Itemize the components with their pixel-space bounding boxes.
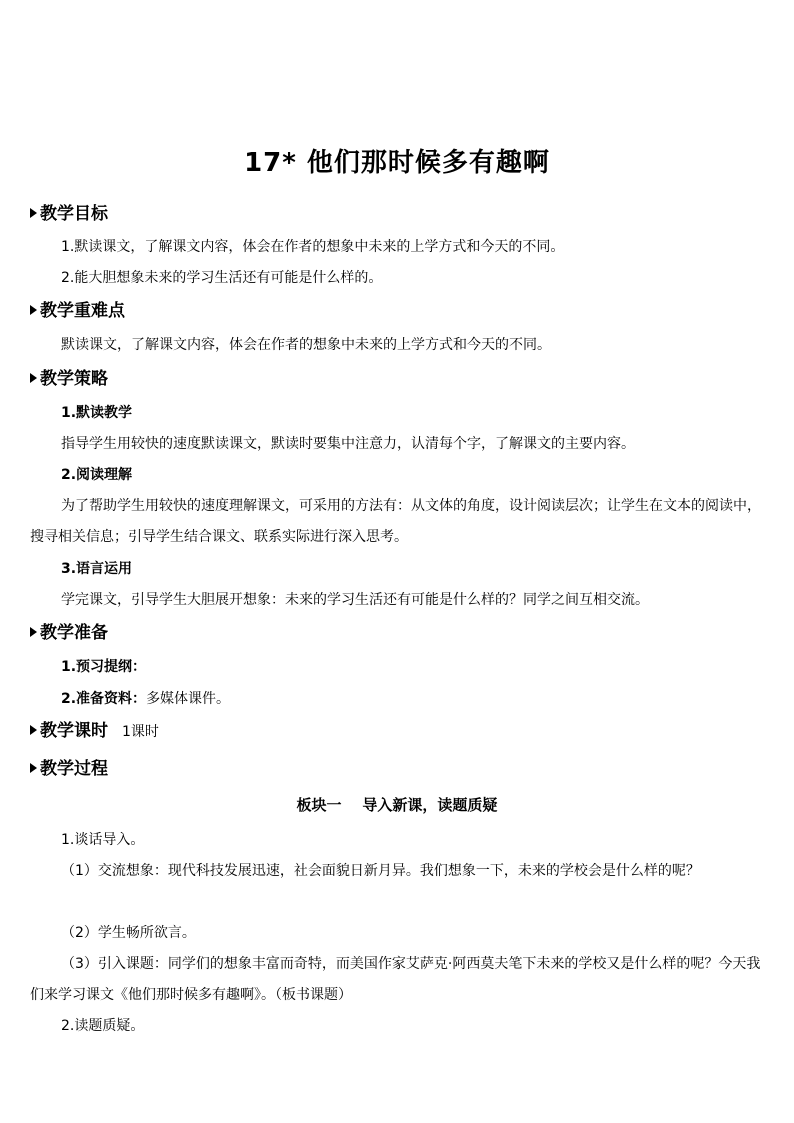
triangle-bullet-icon: [30, 627, 37, 637]
preparation-item-value: 多媒体课件。: [146, 691, 231, 707]
process-paragraph: 1.谈话导入。: [61, 832, 145, 848]
strategy-subheading: 1.默读教学: [61, 405, 133, 421]
section-heading-process: [30, 756, 108, 782]
preparation-item-label: 2.准备资料：: [61, 691, 147, 707]
section-heading-strategy: [30, 366, 108, 392]
triangle-bullet-icon: [30, 725, 37, 735]
strategy-subheading: 3.语言运用: [61, 561, 133, 577]
triangle-bullet-icon: [30, 763, 37, 773]
section-heading-periods: [30, 718, 159, 745]
section-heading-text: 教学准备: [40, 623, 108, 643]
objective-item: 2.能大胆想象未来的学习生活还有可能是什么样的。: [61, 270, 383, 286]
preparation-item: 1.预习提纲：: [61, 659, 147, 675]
process-paragraph: （2）学生畅所欲言。: [61, 925, 196, 941]
key-points-text: 默读课文，了解课文内容，体会在作者的想象中未来的上学方式和今天的不同。: [61, 337, 551, 353]
triangle-bullet-icon: [30, 305, 37, 315]
section-heading-text: 教学课时: [40, 721, 108, 741]
section-heading-key-points: [30, 298, 125, 324]
section-heading-text: 教学策略: [40, 369, 108, 389]
preparation-item: [61, 686, 230, 712]
process-paragraph: （3）引入课题：同学们的想象丰富而奇特，而美国作家艾萨克·阿西莫夫笔下未来的学校又是什么样的呢？今天我们来学习课文《他们那时候多有趣啊》。（板书课题）: [30, 956, 761, 1003]
process-paragraph: （1）交流想象：现代科技发展迅速，社会面貌日新月异。我们想象一下，未来的学校会是什么样的呢？: [61, 863, 700, 879]
strategy-text: 指导学生用较快的速度默读课文，默读时要集中注意力，认清每个字，了解课文的主要内容。: [61, 436, 635, 452]
strategy-text: 学完课文，引导学生大胆展开想象：未来的学习生活还有可能是什么样的？同学之间互相交流。: [61, 592, 649, 608]
section-heading-objectives: [30, 201, 108, 227]
strategy-subheading: 2.阅读理解: [61, 467, 133, 483]
section-heading-text: 教学重难点: [40, 301, 125, 321]
section-heading-text: 教学过程: [40, 759, 108, 779]
triangle-bullet-icon: [30, 208, 37, 218]
triangle-bullet-icon: [30, 373, 37, 383]
periods-value: 1课时: [122, 724, 159, 740]
page-title: 17* 他们那时候多有趣啊: [244, 148, 550, 178]
objective-item: 1.默读课文，了解课文内容，体会在作者的想象中未来的上学方式和今天的不同。: [61, 239, 565, 255]
block-title: 板块一 导入新课，读题质疑: [296, 796, 498, 814]
strategy-text: 为了帮助学生用较快的速度理解课文，可采用的方法有：从文体的角度，设计阅读层次；让学生在文本的阅读中，搜寻相关信息；引导学生结合课文、联系实际进行深入思考。: [30, 498, 761, 545]
section-heading-text: 教学目标: [40, 204, 108, 224]
section-heading-preparation: [30, 620, 108, 646]
process-paragraph: 2.读题质疑。: [61, 1018, 145, 1034]
